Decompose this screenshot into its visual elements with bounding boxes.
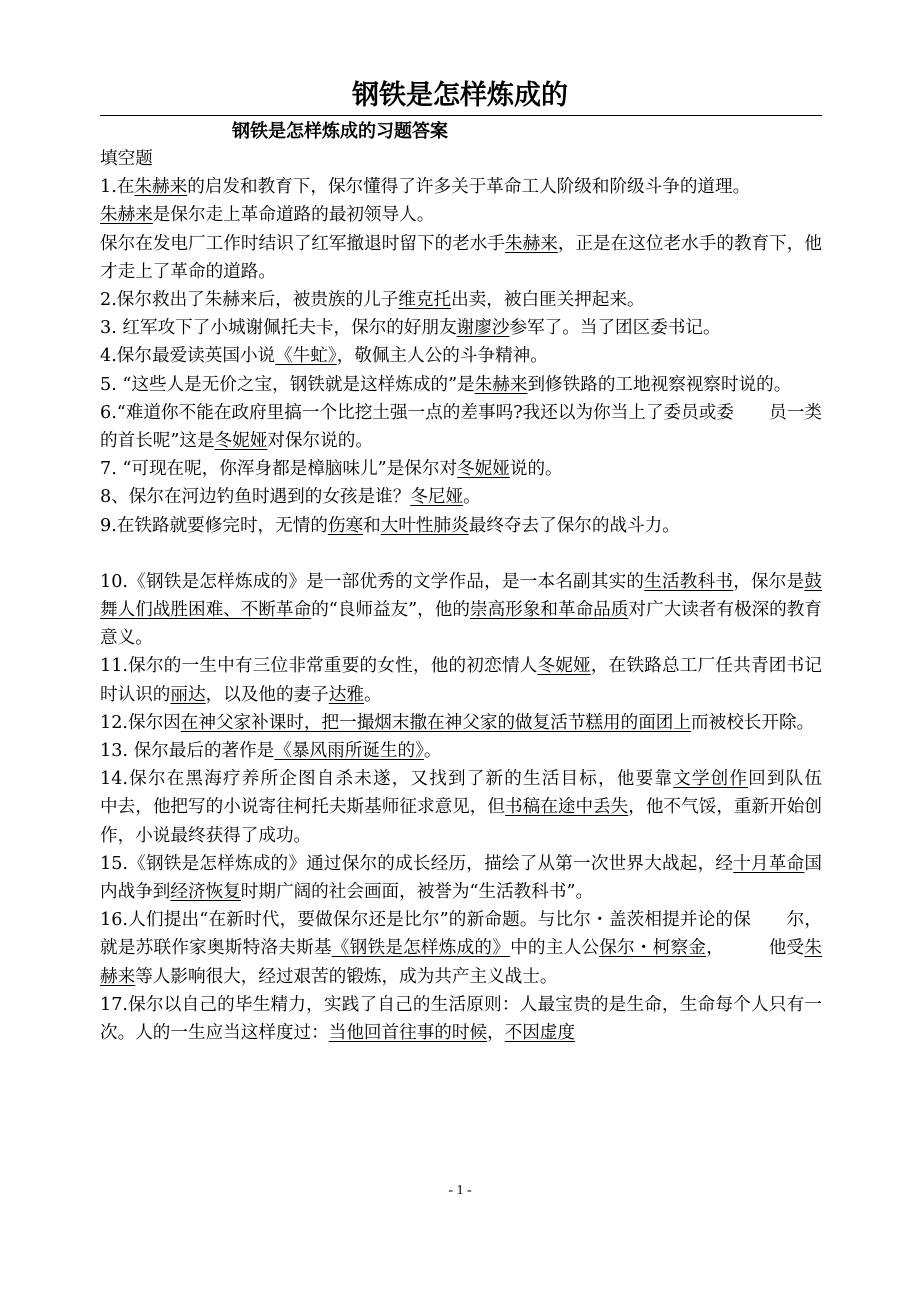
answer-paragraph (100, 512, 822, 540)
underlined-answer: 当他回首往事的时候 (328, 1023, 488, 1044)
underlined-answer: 冬尼娅 (410, 487, 464, 508)
answer-paragraph (100, 286, 822, 314)
text-segment: 。 (463, 487, 481, 508)
text-segment: 和 (363, 515, 381, 536)
text-segment: 保尔在发电厂工作时结识了红军撤退时留下的老水手 (100, 233, 506, 254)
text-segment: ， 他受 (706, 938, 805, 959)
text-segment: 8、保尔在河边钓鱼时遇到的女孩是谁？ (100, 487, 411, 508)
text-segment: 时期广阔的社会画面，被誉为“生活教科书”。 (240, 882, 594, 903)
text-segment: 7. “可现在呢，你浑身都是樟脑味儿”是保尔对 (100, 459, 458, 480)
answer-paragraph (100, 737, 822, 765)
underlined-answer: 《暴风雨所诞生的》 (274, 741, 424, 762)
text-segment: 15.《钢铁是怎样炼成的》通过保尔的成长经历，描绘了从第一次世界大战起，经 (100, 853, 734, 874)
text-segment: 12.保尔因 (100, 712, 181, 733)
answer-paragraph (100, 906, 822, 991)
underlined-answer: 十月革命 (733, 853, 805, 874)
underlined-answer: 生活教科书 (644, 571, 734, 592)
underlined-answer: 朱赫来 (505, 233, 558, 254)
underlined-answer: 《牛虻》 (275, 346, 337, 367)
document-subtitle: 钢铁是怎样炼成的习题答案 (232, 121, 448, 142)
underlined-answer: 谢廖沙 (456, 318, 510, 339)
section-label: 填空题 (100, 149, 153, 169)
text-segment: 回到队伍 中去，他把写的小说寄往柯托夫斯基师征求意见，但 (100, 769, 858, 818)
underlined-answer: 大叶性肺炎 (380, 515, 469, 536)
text-segment: 最终夺去了保尔的战斗力。 (468, 515, 680, 536)
document-body (100, 145, 858, 1047)
answer-paragraph (100, 568, 822, 653)
answer-paragraph (100, 455, 822, 483)
text-segment: 9.在铁路就要修完时，无情的 (100, 515, 328, 536)
text-segment: 1.在 (100, 177, 135, 198)
answer-paragraph (100, 709, 822, 737)
text-segment: 2.保尔救出了朱赫来后，被贵族的儿子 (100, 290, 399, 311)
text-segment: 的“良师益友”，他的 (311, 600, 470, 621)
answer-paragraph (100, 652, 822, 708)
underlined-answer: 朱赫来 (134, 177, 188, 198)
page-number: - 1 - (448, 1183, 472, 1198)
text-segment: ， (487, 1023, 505, 1044)
title-divider (100, 115, 822, 116)
underlined-answer: 保尔・柯察金 (599, 938, 707, 959)
text-segment: 国内战争到 (100, 853, 822, 903)
text-segment: 5. “这些人是无价之宝，钢铁就是这样炼成的”是 (100, 374, 475, 395)
text-segment: 到修铁路的工地视察视察时说的。 (527, 374, 792, 395)
underlined-answer: 书稿在途中丢失 (505, 797, 629, 818)
text-segment: ，敬佩主人公的斗争精神。 (336, 346, 548, 367)
underlined-answer: 经济恢复 (170, 882, 241, 903)
text-segment: 等人影响很大，经过艰苦的锻炼，成为共产主义战士。 (135, 966, 558, 987)
text-segment: ，他不气馁，重新开始创作，小说最终获得了成功。 (100, 797, 822, 846)
answer-paragraph (100, 314, 822, 342)
text-segment: ，以及他的妻子 (205, 684, 329, 705)
underlined-answer: 朱赫来 (474, 374, 528, 395)
text-segment: 的启发和教育下，保尔懂得了许多关于革命工人阶级和阶级斗争的道理。 (187, 177, 751, 198)
text-segment: 14.保尔在黑海疗养所企图自杀未遂，又找到了新的生活目标，他要靠 (100, 769, 674, 790)
text-segment: 出卖，被白匪关押起来。 (451, 290, 645, 311)
answer-paragraph (100, 173, 822, 201)
underlined-answer: 冬妮娅 (214, 431, 268, 452)
answer-paragraph (100, 201, 822, 229)
text-segment: ，正是在这位老水手的教育下，他才走上了革命的道路。 (100, 233, 822, 282)
answer-paragraph (100, 399, 822, 455)
text-segment: ，保尔是 (733, 571, 805, 592)
underlined-answer: 文学创作 (673, 769, 749, 790)
text-segment: 而被校长开除。 (691, 712, 815, 733)
text-segment: 6.“难道你不能在政府里搞一个比挖土强一点的差事吗?我还以为你当上了委员或委 员一类的首长呢”这是 (100, 402, 822, 452)
underlined-answer: 崇高形象和革命品质 (469, 600, 629, 621)
text-segment: 说的。 (509, 459, 563, 480)
underlined-answer: 在神父家补课时，把一撮烟末撒在神父家的做复活节糕用的面团上 (180, 712, 691, 733)
underlined-answer: 达雅 (328, 684, 364, 705)
text-segment: 13. 保尔最后的著作是 (100, 741, 275, 762)
text-segment: 3. 红军攻下了小城谢佩托夫卡，保尔的好朋友 (100, 318, 457, 339)
answer-paragraph (100, 483, 822, 511)
document-title: 钢铁是怎样炼成的 (352, 80, 568, 111)
answer-paragraph (100, 765, 858, 850)
text-segment: 对保尔说的。 (267, 431, 373, 452)
text-segment: 4.保尔最爱读英国小说 (100, 346, 276, 367)
answer-paragraph (100, 850, 822, 906)
text-segment: 中的主人公 (510, 938, 600, 959)
text-segment: 16.人们提出“在新时代，要做保尔还是比尔”的新命题。与比尔・盖茨相提并论的保 尔，就是苏联作家奥斯特洛夫斯基 (100, 910, 822, 959)
text-segment: 对广大读者有极深的教育意义。 (100, 600, 822, 649)
text-segment: ，在铁路总工厂任共青团书记时认识的 (100, 656, 822, 705)
text-segment: 参军了。当了团区委书记。 (509, 318, 721, 339)
underlined-answer: 《钢铁是怎样炼成的》 (331, 938, 511, 959)
answer-paragraph (100, 230, 822, 286)
underlined-answer: 鼓舞人们战胜困难、不断革命 (100, 571, 822, 621)
underlined-answer: 冬妮娅 (537, 656, 591, 677)
text-segment: 是保尔走上革命道路的最初领导人。 (152, 205, 435, 226)
text-segment: 。 (423, 741, 442, 762)
answer-paragraph (100, 991, 822, 1047)
answer-paragraph (100, 342, 822, 370)
text-segment: 10.《钢铁是怎样炼成的》是一部优秀的文学作品，是一本名副其实的 (100, 571, 645, 592)
underlined-answer: 伤寒 (327, 515, 364, 536)
text-segment: 17.保尔以自己的毕生精力，实践了自己的生活原则：人最宝贵的是生命，生命每个人只有一次。人的一生应当这样度过： (100, 994, 822, 1044)
underlined-answer: 朱赫来 (100, 205, 153, 226)
underlined-answer: 冬妮娅 (457, 459, 510, 480)
underlined-answer: 不因虚度 (504, 1023, 576, 1044)
text-segment: 。 (363, 684, 382, 705)
text-segment: 11.保尔的一生中有三位非常重要的女性，他的初恋情人 (100, 656, 538, 677)
answer-paragraph (100, 371, 822, 399)
underlined-answer: 丽达 (170, 684, 206, 705)
underlined-answer: 朱赫来 (100, 938, 822, 987)
underlined-answer: 维克托 (398, 290, 452, 311)
